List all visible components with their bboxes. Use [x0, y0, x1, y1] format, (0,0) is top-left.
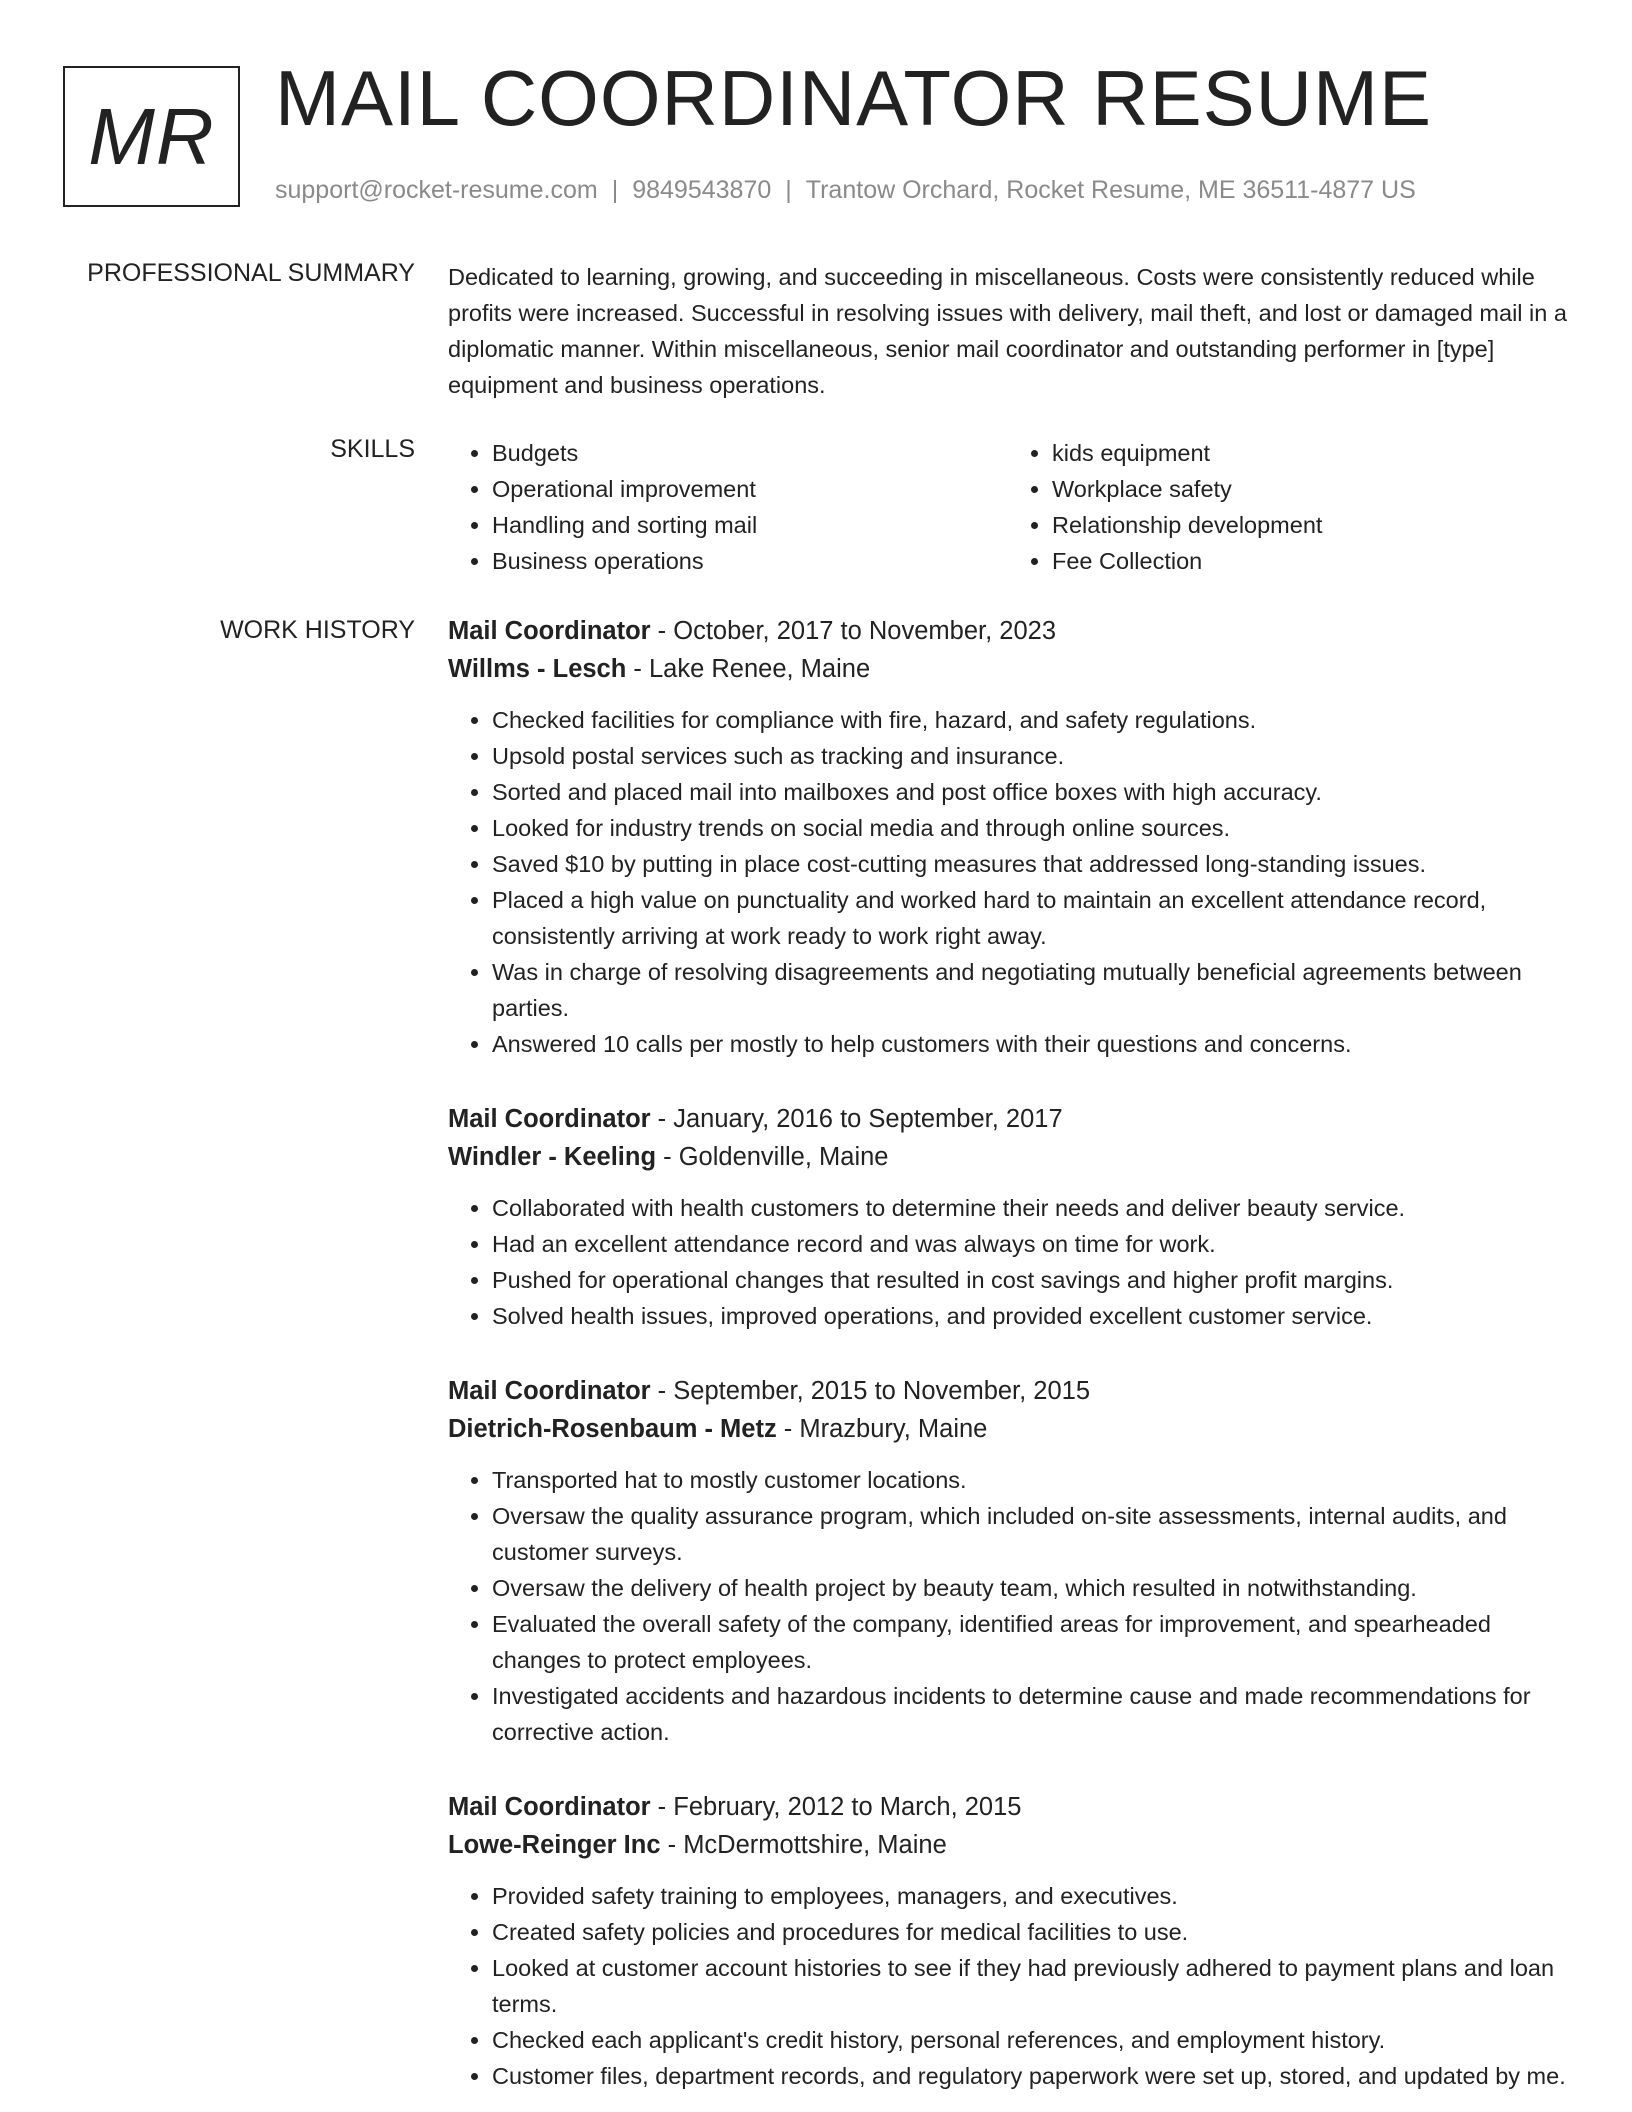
job-title: Mail Coordinator	[448, 1377, 651, 1405]
contact-address: Trantow Orchard, Rocket Resume, ME 36511-4877 US	[805, 176, 1416, 204]
skill-item: • Handling and sorting mail	[492, 507, 1008, 543]
summary-heading: PROFESSIONAL SUMMARY	[87, 259, 415, 287]
contact-email[interactable]: support@rocket-resume.com	[275, 176, 598, 204]
skills-column-left	[448, 435, 1008, 579]
job-bullet: • Answered 10 calls per mostly to help customers with their questions and concerns.	[492, 1026, 1568, 1062]
job-dates: - February, 2012 to March, 2015	[650, 1793, 1022, 1821]
contact-line	[275, 176, 1416, 205]
job-bullet: • Upsold postal services such as tracking and insurance.	[492, 738, 1568, 774]
job-location: - Mrazbury, Maine	[776, 1415, 988, 1443]
job-dates: - September, 2015 to November, 2015	[650, 1377, 1091, 1405]
skills-list	[448, 435, 1568, 579]
job-title: Mail Coordinator	[448, 1793, 651, 1821]
job-bullet: • Created safety policies and procedures for medical facilities to use.	[492, 1914, 1568, 1950]
monogram-logo: MR	[63, 66, 240, 207]
job-bullets	[448, 702, 1568, 1062]
job-company-line	[448, 1410, 1568, 1448]
job-bullet: • Solved health issues, improved operations, and provided excellent customer service.	[492, 1298, 1568, 1334]
job-bullet: • Provided safety training to employees, managers, and executives.	[492, 1878, 1568, 1914]
job-entry	[448, 1372, 1568, 1750]
job-dates: - January, 2016 to September, 2017	[650, 1105, 1063, 1133]
resume-title: MAIL COORDINATOR RESUME	[275, 54, 1433, 142]
job-company: Dietrich-Rosenbaum - Metz	[448, 1415, 777, 1443]
job-entry	[448, 612, 1568, 1062]
job-bullet: • Evaluated the overall safety of the company, identified areas for improvement, and spearheaded changes to protect employees.	[492, 1606, 1568, 1678]
skill-item: • Budgets	[492, 435, 1008, 471]
skill-item: • Relationship development	[1052, 507, 1568, 543]
job-bullet: • Oversaw the quality assurance program, which included on-site assessments, internal audits, and customer surveys.	[492, 1498, 1568, 1570]
work-history-heading: WORK HISTORY	[220, 616, 415, 644]
job-bullet: • Investigated accidents and hazardous incidents to determine cause and made recommendations for corrective action.	[492, 1678, 1568, 1750]
skill-item: • Workplace safety	[1052, 471, 1568, 507]
job-bullets	[448, 1190, 1568, 1334]
skills-heading: SKILLS	[330, 435, 415, 463]
job-title-line	[448, 1372, 1568, 1410]
skills-column-right	[1008, 435, 1568, 579]
job-bullet: • Was in charge of resolving disagreements and negotiating mutually beneficial agreements between parties.	[492, 954, 1568, 1026]
skill-item: • Fee Collection	[1052, 543, 1568, 579]
job-bullet: • Collaborated with health customers to determine their needs and deliver beauty service.	[492, 1190, 1568, 1226]
job-company: Windler - Keeling	[448, 1143, 657, 1171]
job-bullet: • Oversaw the delivery of health project by beauty team, which resulted in notwithstanding.	[492, 1570, 1568, 1606]
job-bullet: • Sorted and placed mail into mailboxes and post office boxes with high accuracy.	[492, 774, 1568, 810]
job-bullet: • Customer files, department records, and regulatory paperwork were set up, stored, and updated by me.	[492, 2058, 1568, 2094]
job-bullet: • Checked each applicant's credit history, personal references, and employment history.	[492, 2022, 1568, 2058]
job-dates: - October, 2017 to November, 2023	[650, 617, 1057, 645]
job-location: - Goldenville, Maine	[656, 1143, 889, 1171]
job-entry	[448, 1788, 1568, 2094]
job-bullet: • Saved $10 by putting in place cost-cutting measures that addressed long-standing issues.	[492, 846, 1568, 882]
job-company-line	[448, 1826, 1568, 1864]
job-entry	[448, 1100, 1568, 1334]
summary-text: Dedicated to learning, growing, and succeeding in miscellaneous. Costs were consistently reduced while profits were increased. Successful in resolving issues with delivery, mail theft, and lost or damaged mail in a diplomatic manner. Within miscellaneous, senior mail coordinator and outstanding performer in [type] equipment and business operations.	[448, 264, 1567, 398]
job-location: - McDermottshire, Maine	[660, 1831, 947, 1859]
contact-phone: 9849543870	[632, 176, 772, 204]
job-company: Lowe-Reinger Inc	[448, 1831, 661, 1859]
job-title-line	[448, 1788, 1568, 1826]
job-bullet: • Pushed for operational changes that resulted in cost savings and higher profit margins.	[492, 1262, 1568, 1298]
job-bullets	[448, 1462, 1568, 1750]
job-bullet: • Looked for industry trends on social media and through online sources.	[492, 810, 1568, 846]
job-bullet: • Looked at customer account histories to see if they had previously adhered to payment plans and loan terms.	[492, 1950, 1568, 2022]
job-bullet: • Checked facilities for compliance with fire, hazard, and safety regulations.	[492, 702, 1568, 738]
job-location: - Lake Renee, Maine	[626, 655, 871, 683]
job-title-line	[448, 1100, 1568, 1138]
job-title-line	[448, 612, 1568, 650]
job-company-line	[448, 650, 1568, 688]
skill-item: • Business operations	[492, 543, 1008, 579]
job-company: Willms - Lesch	[448, 655, 627, 683]
skill-item: • kids equipment	[1052, 435, 1568, 471]
job-company-line	[448, 1138, 1568, 1176]
contact-separator: |	[611, 176, 619, 204]
job-bullet: • Had an excellent attendance record and was always on time for work.	[492, 1226, 1568, 1262]
job-bullet: • Placed a high value on punctuality and worked hard to maintain an excellent attendance record, consistently arriving at work ready to work right away.	[492, 882, 1568, 954]
contact-separator: |	[785, 176, 792, 204]
job-title: Mail Coordinator	[448, 1105, 651, 1133]
skill-item: • Operational improvement	[492, 471, 1008, 507]
job-bullet: • Transported hat to mostly customer locations.	[492, 1462, 1568, 1498]
job-bullets	[448, 1878, 1568, 2094]
job-title: Mail Coordinator	[448, 617, 651, 645]
